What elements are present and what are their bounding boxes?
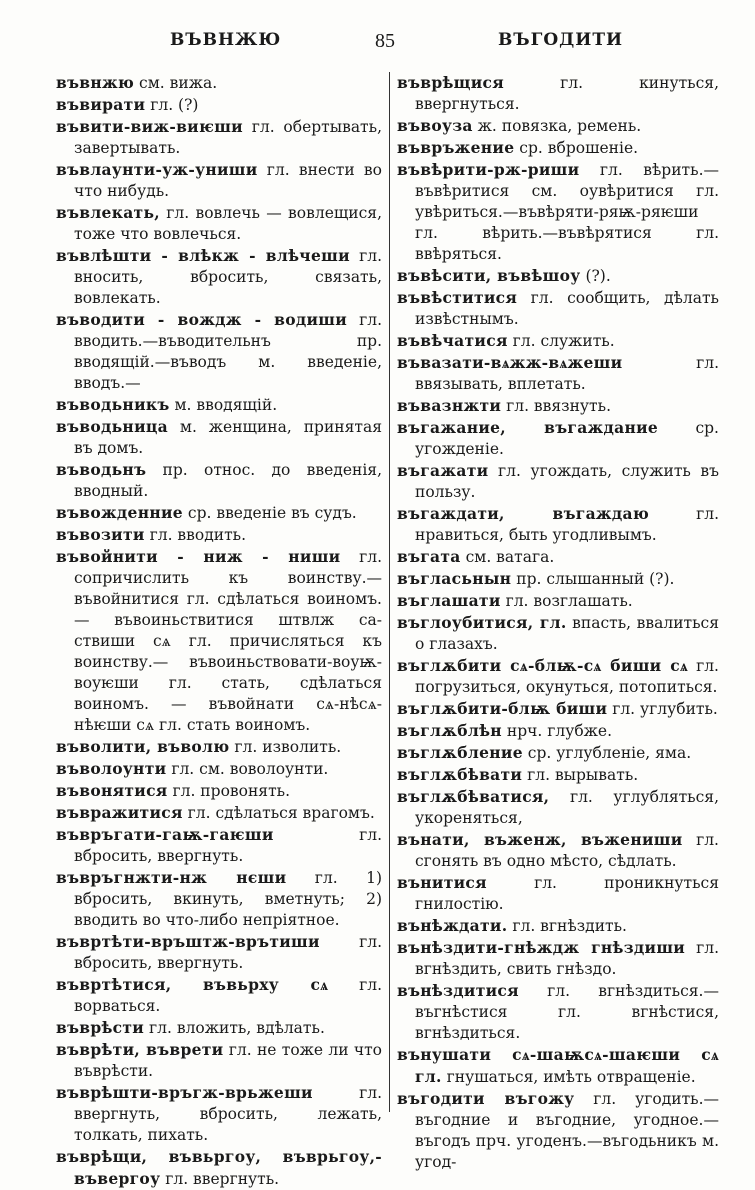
entry-headword: въвазати-вѧжж-вѧжеши bbox=[397, 353, 623, 372]
right-column bbox=[397, 72, 719, 1173]
page-number: 85 bbox=[375, 30, 395, 52]
dictionary-entry bbox=[397, 417, 719, 460]
entry-definition: гл. вѣрить.—въвѣритися см. оувѣритися гл. увѣриться.—въвѣряти-ряѭ-ряѥши гл. вѣрить.—въвѣрятися гл. ввѣряться. bbox=[415, 161, 719, 263]
entry-headword: въгажание, въгаждание bbox=[397, 418, 659, 437]
dictionary-entry bbox=[56, 245, 382, 309]
entry-definition: ср. угожденіе. bbox=[415, 419, 719, 458]
entry-definition: см. вижа. bbox=[134, 74, 218, 92]
entry-definition: гл. обертывать, завертывать. bbox=[74, 118, 382, 157]
entry-headword: въврѣти, въврети bbox=[56, 1040, 224, 1059]
dictionary-entry bbox=[397, 115, 719, 137]
entry-definition: гл. нравиться, быть угодливымъ. bbox=[415, 505, 719, 544]
dictionary-entry bbox=[56, 1017, 382, 1039]
entry-definition: гл. вложить, вдѣлать. bbox=[144, 1019, 325, 1037]
dictionary-entry bbox=[397, 137, 719, 159]
entry-definition: гл. вгнѣздить, свить гнѣздо. bbox=[415, 939, 719, 978]
entry-definition: ж. повязка, ремень. bbox=[472, 117, 642, 135]
dictionary-entry bbox=[56, 824, 382, 867]
dictionary-entry bbox=[397, 786, 719, 829]
entry-headword: въвити-виж-виѥши bbox=[56, 117, 243, 136]
dictionary-entry bbox=[56, 931, 382, 974]
dictionary-entry bbox=[397, 612, 719, 655]
entry-definition: гл. см. воволоунти. bbox=[166, 760, 329, 778]
header-left-guideword: ВЪВНЖЮ bbox=[170, 30, 282, 50]
dictionary-entry bbox=[56, 546, 382, 736]
page-header bbox=[0, 30, 755, 60]
entry-headword: въвѣчатися bbox=[397, 331, 508, 350]
entry-definition: гл. кинуться, ввергнуться. bbox=[415, 74, 719, 113]
entry-headword: въглѫбѣватися, bbox=[397, 787, 550, 806]
entry-headword: въглѫбити сѧ-блѭ-сѧ биши сѧ bbox=[397, 656, 689, 675]
entry-headword: вънѣздитися bbox=[397, 981, 519, 1000]
entry-definition: гл. провонять. bbox=[167, 782, 291, 800]
entry-headword: въглоубитися, гл. bbox=[397, 613, 567, 632]
left-column bbox=[56, 72, 382, 1190]
entry-headword: въвртѣти-връштж-врътиши bbox=[56, 932, 320, 951]
entry-headword: въвозити bbox=[56, 525, 145, 544]
dictionary-entry bbox=[397, 265, 719, 287]
entry-headword: въвожденние bbox=[56, 503, 183, 522]
dictionary-entry bbox=[56, 72, 382, 94]
entry-definition: гл. углубить. bbox=[607, 700, 718, 718]
entry-definition: гл. сдѣлаться врагомъ. bbox=[182, 804, 375, 822]
entry-definition: гл. погрузиться, окунуться, потопиться. bbox=[415, 657, 719, 696]
dictionary-entry bbox=[56, 1082, 382, 1146]
entry-headword: въвоуза bbox=[397, 116, 473, 135]
entry-definition: нрч. глубже. bbox=[501, 722, 613, 740]
entry-headword: въвнжю bbox=[56, 73, 135, 92]
entry-headword: въвѣсити, въвѣшоу bbox=[397, 266, 581, 285]
entry-definition: гл. вовлечь — вовлещися, тоже что вовлечься. bbox=[74, 204, 382, 243]
column-divider bbox=[389, 72, 390, 1112]
entry-headword: въгласьнын bbox=[397, 569, 512, 588]
entry-headword: въглашати bbox=[397, 591, 501, 610]
entry-definition: гл. служить. bbox=[507, 332, 615, 350]
entry-headword: въвръгнжти-нж нєши bbox=[56, 868, 287, 887]
entry-headword: въводьникъ bbox=[56, 395, 170, 414]
entry-definition: гл. угождать, служить въ пользу. bbox=[415, 462, 719, 501]
entry-definition: гл. не тоже ли что въврѣсти. bbox=[74, 1041, 383, 1080]
entry-headword: въвлѣшти - влѣкж - влѣчеши bbox=[56, 246, 350, 265]
entry-headword: въволити, въволю bbox=[56, 737, 230, 756]
dictionary-entry bbox=[56, 459, 382, 502]
dictionary-entry bbox=[56, 94, 382, 116]
entry-headword: въглѫбѣвати bbox=[397, 765, 523, 784]
dictionary-entry bbox=[397, 872, 719, 915]
dictionary-entry bbox=[56, 867, 382, 931]
dictionary-entry bbox=[397, 568, 719, 590]
entry-headword: въвойнити - ниж - ниши bbox=[56, 547, 341, 566]
entry-definition: гл. углубляться, укореняться, bbox=[415, 788, 719, 827]
dictionary-entry bbox=[397, 460, 719, 503]
entry-definition: гл. вводить. bbox=[144, 526, 247, 544]
dictionary-entry bbox=[397, 72, 719, 115]
dictionary-entry bbox=[397, 1088, 719, 1173]
entry-headword: въвлаунти-уж-униши bbox=[56, 160, 258, 179]
entry-headword: въвазнжти bbox=[397, 396, 502, 415]
entry-headword: въврѣсти bbox=[56, 1018, 145, 1037]
entry-definition: ср. введеніе въ судъ. bbox=[182, 504, 357, 522]
entry-definition: гл. изволить. bbox=[229, 738, 342, 756]
entry-headword: въглѫбити-блѭ биши bbox=[397, 699, 608, 718]
entry-definition: гл. (?) bbox=[145, 96, 199, 114]
dictionary-entry bbox=[397, 742, 719, 764]
entry-definition: гл. вбросить, ввергнуть. bbox=[74, 933, 382, 972]
entry-headword: вънѣждати. bbox=[397, 916, 508, 935]
entry-definition: гл. вгнѣздить. bbox=[507, 917, 627, 935]
dictionary-entry bbox=[397, 720, 719, 742]
entry-definition: пр. слышанный (?). bbox=[511, 570, 675, 588]
dictionary-entry bbox=[397, 698, 719, 720]
dictionary-entry bbox=[397, 764, 719, 786]
dictionary-entry bbox=[56, 116, 382, 159]
entry-definition: гл. возглашать. bbox=[500, 592, 633, 610]
entry-definition: гл. угодить.—въгодние и въгодние, угодное.—въгодъ прч. угоденъ.—въгодьникъ м. угод- bbox=[415, 1090, 720, 1171]
header-right-guideword: ВЪГОДИТИ bbox=[498, 30, 624, 50]
dictionary-entry bbox=[56, 159, 382, 202]
entry-definition: гл. вносить, вбросить, связать, вовлекать. bbox=[74, 247, 382, 307]
entry-headword: въвръгати-гаѭ-гаѥши bbox=[56, 825, 274, 844]
entry-definition: м. вводящій. bbox=[169, 396, 278, 414]
dictionary-entry bbox=[397, 546, 719, 568]
entry-headword: вънати, въженж, въжениши bbox=[397, 830, 683, 849]
entry-definition: гл. сгонять въ одно мѣсто, сѣдлать. bbox=[415, 831, 719, 870]
entry-definition: см. ватага. bbox=[460, 548, 555, 566]
entry-definition: гл. ворваться. bbox=[74, 976, 382, 1015]
dictionary-entry bbox=[56, 758, 382, 780]
dictionary-entry bbox=[397, 352, 719, 395]
entry-definition: ср. вброшеніе. bbox=[514, 139, 639, 157]
dictionary-entry bbox=[397, 330, 719, 352]
entry-headword: въводьница bbox=[56, 417, 168, 436]
entry-headword: въврѣщи, въвьргоу, въврьгоу,-въвергоу bbox=[56, 1147, 382, 1188]
entry-definition: гл. 1) вбросить, вкинуть, вметнуть; 2) вводить во что-либо непріятное. bbox=[74, 869, 382, 929]
dictionary-entry bbox=[397, 503, 719, 546]
entry-definition: гл. вырывать. bbox=[522, 766, 639, 784]
dictionary-entry bbox=[56, 974, 382, 1017]
entry-headword: въволоунти bbox=[56, 759, 167, 778]
dictionary-entry bbox=[397, 159, 719, 265]
entry-headword: въводити - вождж - водиши bbox=[56, 310, 348, 329]
entry-headword: вънитися bbox=[397, 873, 487, 892]
entry-definition: (?). bbox=[580, 267, 611, 285]
dictionary-entry bbox=[56, 416, 382, 459]
dictionary-entry bbox=[56, 524, 382, 546]
entry-headword: въгодити въгожу bbox=[397, 1089, 575, 1108]
entry-headword: вънушати сѧ-шаѭсѧ-шаѥши сѧ гл. bbox=[397, 1045, 719, 1086]
entry-definition: гл. ввязывать, вплетать. bbox=[415, 354, 719, 393]
entry-headword: вънѣздити-гнѣждж гнѣздиши bbox=[397, 938, 686, 957]
entry-definition: гл. ввязнуть. bbox=[501, 397, 611, 415]
entry-headword: въгаждати, въгаждаю bbox=[397, 504, 650, 523]
entry-headword: въвирати bbox=[56, 95, 146, 114]
dictionary-entry bbox=[397, 915, 719, 937]
dictionary-entry bbox=[56, 802, 382, 824]
entry-definition: гл. вбросить, ввергнуть. bbox=[74, 826, 382, 865]
dictionary-entry bbox=[56, 202, 382, 245]
entry-headword: въводьнъ bbox=[56, 460, 147, 479]
entry-headword: въвонятися bbox=[56, 781, 168, 800]
entry-headword: въвртѣтися, въвьрху сѧ bbox=[56, 975, 329, 994]
entry-headword: въгажати bbox=[397, 461, 489, 480]
entry-headword: въвръжение bbox=[397, 138, 515, 157]
entry-headword: въврѣшти-връгж-врьжеши bbox=[56, 1083, 313, 1102]
dictionary-entry bbox=[56, 394, 382, 416]
dictionary-entry bbox=[397, 829, 719, 872]
entry-definition: гл. ввергнуть. bbox=[160, 1170, 280, 1188]
dictionary-entry bbox=[56, 1039, 382, 1082]
entry-headword: въвлекать, bbox=[56, 203, 160, 222]
entry-headword: въвѣститися bbox=[397, 288, 518, 307]
dictionary-entry bbox=[397, 287, 719, 330]
entry-headword: въвражитися bbox=[56, 803, 183, 822]
entry-definition: м. женщина, принятая въ домъ. bbox=[74, 418, 382, 457]
dictionary-entry bbox=[397, 655, 719, 698]
dictionary-entry bbox=[397, 937, 719, 980]
dictionary-entry bbox=[56, 736, 382, 758]
entry-definition: гл. вгнѣздиться.—въгнѣстися гл. вгнѣстися, вгнѣздиться. bbox=[415, 982, 719, 1042]
entry-headword: въглѫбление bbox=[397, 743, 523, 762]
entry-definition: гнушаться, имѣть отвращеніе. bbox=[441, 1068, 696, 1086]
entry-headword: въглѫблѣн bbox=[397, 721, 502, 740]
entry-definition: гл. сопричислить къ воинству.— въвойнитися гл. сдѣлаться воиномъ.— въвоиньствитися штвлж са-ствиши сѧ гл. причисляться къ воинству.— въвоиньствовати-воуѭ-воуѥши гл. стать, сдѣлаться воиномъ. — въвойнати сѧ-нѣсѧ-нѣѥши сѧ гл. стать воиномъ. bbox=[74, 548, 382, 734]
entry-definition: впасть, ввалиться о глазахъ. bbox=[415, 614, 720, 653]
dictionary-entry bbox=[56, 502, 382, 524]
entry-headword: въврѣщися bbox=[397, 73, 505, 92]
dictionary-entry bbox=[397, 395, 719, 417]
dictionary-entry bbox=[56, 780, 382, 802]
entry-definition: гл. проникнуться гнилостію. bbox=[415, 874, 719, 913]
dictionary-entry bbox=[397, 1044, 719, 1088]
entry-definition: ср. углубленіе, яма. bbox=[522, 744, 692, 762]
entry-definition: пр. относ. до введенія, вводный. bbox=[74, 461, 382, 500]
dictionary-entry bbox=[56, 1146, 382, 1190]
dictionary-entry bbox=[397, 980, 719, 1044]
entry-headword: въгата bbox=[397, 547, 461, 566]
dictionary-entry bbox=[56, 309, 382, 394]
entry-definition: гл. внести во что нибудь. bbox=[74, 161, 382, 200]
entry-definition: гл. сообщить, дѣлать извѣстнымъ. bbox=[415, 289, 719, 328]
entry-definition: гл. вводить.—въводительнъ пр. вводящій.—въводъ м. введеніе, вводъ.— bbox=[74, 311, 382, 392]
dictionary-entry bbox=[397, 590, 719, 612]
entry-definition: гл. ввергнуть, вбросить, лежать, толкать, пихать. bbox=[74, 1084, 382, 1144]
entry-headword: въвѣрити-рж-риши bbox=[397, 160, 580, 179]
